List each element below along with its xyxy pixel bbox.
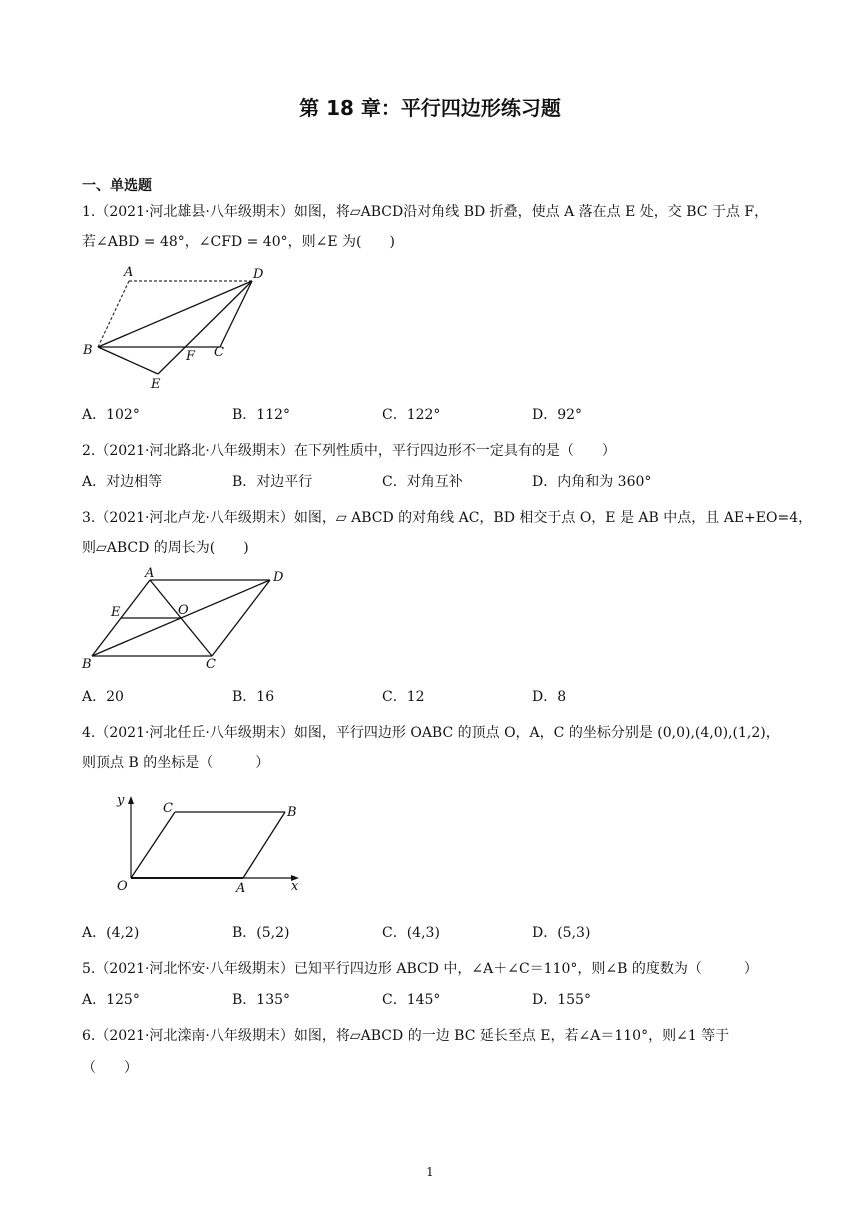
question-4-option-b: B．(5,2) xyxy=(232,925,290,941)
fig4-label-o: O xyxy=(117,879,128,894)
question-2-line-1: 2.（2021·河北路北·八年级期末）在下列性质中，平行四边形不一定具有的是（ ） xyxy=(82,443,616,459)
fig1-label-f: F xyxy=(186,349,196,364)
question-2-option-c: C．对角互补 xyxy=(382,474,463,490)
fig3-label-d: D xyxy=(273,570,284,585)
question-1-option-a: A．102° xyxy=(82,407,140,423)
question-1-figure xyxy=(80,262,280,397)
question-1-line-2: 若∠ABD = 48°，∠CFD = 40°，则∠E 为( ) xyxy=(82,234,395,250)
question-4-line-1: 4.（2021·河北任丘·八年级期末）如图，平行四边形 OABC 的顶点 O，A，C 的坐标分别是 (0,0),(4,0),(1,2)， xyxy=(82,725,780,741)
question-5-option-c: C．145° xyxy=(382,992,441,1008)
question-2-option-b: B．对边平行 xyxy=(232,474,313,490)
question-3-figure xyxy=(80,566,300,676)
fig4-label-c: C xyxy=(163,801,173,816)
question-4-option-c: C．(4,3) xyxy=(382,925,440,941)
fig1-label-b: B xyxy=(83,343,93,358)
question-2-option-a: A．对边相等 xyxy=(82,474,163,490)
question-2-option-d: D．内角和为 360° xyxy=(532,474,652,490)
question-3-line-2: 则▱ABCD 的周长为( ) xyxy=(82,540,249,556)
page-number: 1 xyxy=(426,1165,434,1179)
question-1-line-1: 1.（2021·河北雄县·八年级期末）如图，将▱ABCD沿对角线 BD 折叠，使点 A 落在点 E 处，交 BC 于点 F， xyxy=(82,204,769,220)
fig3-label-b: B xyxy=(82,657,92,672)
question-3-option-d: D．8 xyxy=(532,689,567,705)
fig1-label-a: A xyxy=(124,265,134,280)
question-5-option-d: D．155° xyxy=(532,992,591,1008)
question-4-figure xyxy=(95,790,310,900)
question-1-option-d: D．92° xyxy=(532,407,583,423)
fig3-label-o: O xyxy=(178,603,189,618)
fig3-label-c: C xyxy=(206,657,216,672)
fig4-label-a: A xyxy=(236,881,246,896)
page-title: 第 18 章：平行四边形练习题 xyxy=(299,96,561,120)
question-4-line-2: 则顶点 B 的坐标是（ ） xyxy=(82,755,270,771)
fig1-label-e: E xyxy=(151,377,161,392)
fig4-label-y: y xyxy=(117,793,125,808)
question-3-option-c: C．12 xyxy=(382,689,425,705)
fig4-label-x: x xyxy=(291,879,299,894)
question-5-option-b: B．135° xyxy=(232,992,291,1008)
fig3-label-a: A xyxy=(145,566,155,581)
question-4-option-d: D．(5,3) xyxy=(532,925,591,941)
fig4-label-b: B xyxy=(287,805,297,820)
fig3-label-e: E xyxy=(111,605,121,620)
question-6-line-1: 6.（2021·河北滦南·八年级期末）如图，将▱ABCD 的一边 BC 延长至点 E，若∠A＝110°，则∠1 等于 xyxy=(82,1028,730,1044)
question-1-option-b: B．112° xyxy=(232,407,291,423)
question-1-option-c: C．122° xyxy=(382,407,441,423)
fig1-label-d: D xyxy=(253,267,264,282)
section-heading: 一、单选题 xyxy=(82,178,152,194)
question-5-line-1: 5.（2021·河北怀安·八年级期末）已知平行四边形 ABCD 中，∠A＋∠C＝110°，则∠B 的度数为（ ） xyxy=(82,961,758,977)
question-5-option-a: A．125° xyxy=(82,992,140,1008)
question-3-line-1: 3.（2021·河北卢龙·八年级期末）如图，▱ ABCD 的对角线 AC，BD 相交于点 O，E 是 AB 中点，且 AE+EO=4， xyxy=(82,510,813,526)
question-6-line-2: （ ） xyxy=(82,1060,138,1076)
question-3-option-a: A．20 xyxy=(82,689,124,705)
question-3-option-b: B．16 xyxy=(232,689,275,705)
question-4-option-a: A．(4,2) xyxy=(82,925,140,941)
fig1-label-c: C xyxy=(214,345,224,360)
